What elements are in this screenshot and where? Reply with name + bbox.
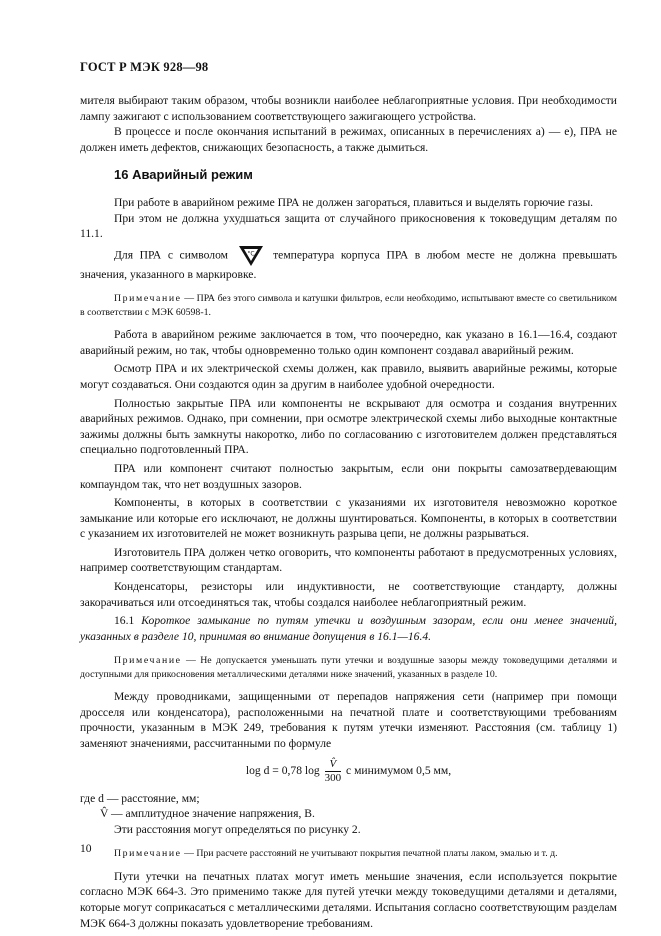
paragraph-continuation: мителя выбирают таким образом, чтобы возникли наиболее неблагоприятные условия. При необходимости лампу зажигают с использованием соответствующего зажигающего устройства. (80, 94, 617, 123)
symbol-text-after: температура корпуса ПРА в любом месте не должна превышать значения, указанного в маркировке. (80, 248, 617, 281)
paragraph: Пути утечки на печатных платах могут иметь меньшие значения, если используется покрытие согласно МЭК 664-3. Это применимо также для путей утечки между токоведущими деталями и деталями, которые могут соприкасаться с металлическими деталями. Испытания согласно соответствующим разделам МЭК 664-3 должны показать удовлетворение требованиям. (80, 869, 617, 930)
paragraph: В процессе и после окончания испытаний в режимах, описанных в перечислениях а) — е), ПРА не должен иметь дефектов, снижающих безопасность, а также дымиться. (80, 125, 617, 154)
formula (80, 758, 617, 785)
where-v-text: V̂ — амплитудное значение напряжения, В. (100, 807, 315, 821)
paragraph: При этом не должна ухудшаться защита от случайного прикосновения к токоведущим деталям по 11.1. (80, 211, 617, 241)
symbol-text-before: Для ПРА с символом (114, 248, 228, 262)
formula-denominator: 300 (324, 771, 342, 784)
paragraph: При работе в аварийном режиме ПРА не должен загораться, плавиться и выделять горючие газы. (114, 195, 594, 209)
paragraph: Эти расстояния могут определяться по рисунку 2. (114, 822, 361, 836)
formula-fraction (325, 758, 342, 785)
note-text: — При расчете расстояний не учитывают покрытия печатной платы лаком, эмалью и т. д. (181, 848, 558, 860)
paragraph: Между проводниками, защищенными от перепадов напряжения сети (например при помощи дросселя или конденсатора), расположенными на печатной плате и соответствующими требованиям прочности, указанным в МЭК 249, требования к путям утечки изменяют. Расстояния (см. таблицу 1) заменяют значениями, рассчитанными по формуле (80, 690, 617, 751)
note-text: — Не допускается уменьшать пути утечки и воздушные зазоры между токоведущими деталями и доступными для прикосновения металлическими деталями ниже значений, указанных в разделе 10. (80, 655, 617, 680)
subclause (80, 613, 617, 644)
where-d: где d — расстояние, мм; (80, 791, 200, 805)
formula-right: с минимумом 0,5 мм, (346, 763, 452, 777)
section-heading: 16 Аварийный режим (114, 167, 253, 183)
symbol-label: °C (246, 250, 255, 258)
formula-left: log d = 0,78 log (245, 763, 320, 777)
document-body (80, 93, 617, 931)
temperature-triangle-icon (238, 245, 264, 267)
note (80, 847, 617, 860)
paragraph: ПРА или компонент считают полностью закрытым, если они покрыты самозатвердевающим компаундом так, что нет воздушных зазоров. (80, 461, 617, 491)
paragraph: Компоненты, в которых в соответствии с указаниями их изготовителя невозможно короткое замыкание или которые его исключают, не должны шунтироваться. Компоненты, в которых в соответствии с указанием их изготовителей не может возникнуть разрыва цепи, не должны разрываться. (80, 496, 617, 541)
note-label: Примечание (114, 848, 182, 860)
subclause-number: 16.1 (114, 614, 142, 628)
paragraph: Конденсаторы, резисторы или индуктивности, не соответствующие стандарту, должны закорачиваться или отсоединяться так, чтобы создался наиболее неблагоприятный режим. (80, 580, 617, 609)
running-header: ГОСТ Р МЭК 928—98 (80, 60, 209, 74)
note (80, 292, 617, 319)
paragraph: Изготовитель ПРА должен четко оговорить, что компоненты работают в предусмотренных условиях, например соответствующим стандартам. (80, 545, 617, 575)
paragraph: Полностью закрытые ПРА или компоненты не вскрывают для осмотра и создания внутренних аварийных режимов. Однако, при сомнении, при осмотре электрической схемы либо выходные контактные зажимы должны быть замкнуты накоротко, либо по согласованию с изготовителем должен представляться специально подготовленный ПРА. (80, 396, 617, 457)
page-number: 10 (80, 842, 92, 855)
paragraph-with-symbol (80, 245, 617, 283)
formula-numerator: V̂ (325, 758, 342, 772)
note-text: — ПРА без этого символа и катушки фильтров, если необходимо, испытывают вместе со светильником в соответствии с МЭК 60598-1. (80, 293, 617, 318)
paragraph: Работа в аварийном режиме заключается в том, что поочередно, как указано в 16.1—16.4, создают аварийный режим, но так, чтобы одновременно только один компонент создавал аварийный режим. (80, 328, 617, 357)
where-v (80, 806, 617, 822)
note-label: Примечание (114, 655, 182, 667)
paragraph: Осмотр ПРА и их электрической схемы должен, как правило, выявить аварийные режимы, которые могут создаваться. Они создаются один за другим в наиболее удобной очередности. (80, 362, 617, 391)
subclause-title: Короткое замыкание по путям утечки и воздушным зазорам, если они менее значений, указанных в разделе 10, принимая во внимание допущения в 16.1—16.4. (80, 614, 617, 643)
note-label: Примечание (114, 293, 182, 305)
note (80, 654, 617, 681)
